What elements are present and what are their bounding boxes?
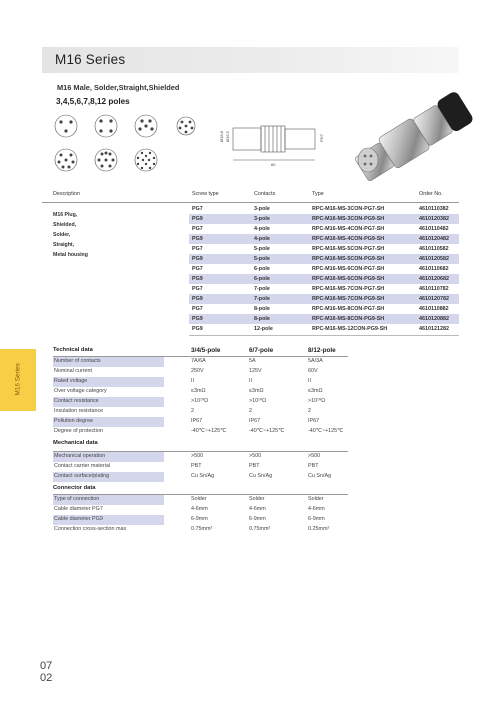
table-cell-order: 4610110582: [419, 245, 449, 252]
dim-length: 60: [271, 162, 276, 167]
table-cell-order: 4610110682: [419, 265, 449, 272]
spec-value: >500: [191, 453, 204, 459]
table-row: [189, 224, 459, 234]
spec-value: Solder: [308, 496, 324, 502]
spec-row: [53, 525, 348, 535]
table-cell-type: RPC-M16-MS-4CON-PG7-SH: [312, 225, 385, 232]
spec-value: 250V: [191, 368, 204, 374]
table-cell-order: 4610110482: [419, 225, 449, 232]
product-subtitle: M16 Male, Solder,Straight,Shielded: [57, 83, 180, 92]
description-line: Metal housing: [53, 252, 88, 258]
spec-value: 6-9mm: [249, 516, 266, 522]
spec-row: [53, 515, 348, 525]
table-cell-order: 4610110382: [419, 205, 449, 212]
table-cell-order: 4610120682: [419, 275, 449, 282]
spec-value: 60V: [308, 368, 318, 374]
table-cell-type: RPC-M16-MS-5CON-PG7-SH: [312, 245, 385, 252]
col-screw-type: Screw type: [192, 191, 219, 197]
table-cell-order: 4610120582: [419, 255, 449, 262]
table-cell-screw: PG9: [192, 235, 203, 242]
table-cell-screw: PG9: [192, 215, 203, 222]
description-line: Straight,: [53, 242, 75, 248]
spec-label: Type of connection: [53, 495, 164, 505]
table-row: [189, 324, 459, 334]
table-cell-type: RPC-M16-MS-12CON-PG9-SH: [312, 325, 388, 332]
page-number: [40, 660, 52, 684]
spec-value: >10¹⁰Ω: [308, 398, 326, 404]
spec-label: Contact resistance: [53, 397, 164, 407]
table-cell-contacts: 6-pole: [254, 275, 270, 282]
spec-value: 4-6mm: [308, 506, 325, 512]
table-row: [189, 214, 459, 224]
table-cell-contacts: 8-pole: [254, 305, 270, 312]
spec-value: ≤3mΩ: [191, 388, 206, 394]
spec-value: 5A/3A: [308, 358, 323, 364]
table-cell-type: RPC-M16-MS-4CON-PG9-SH: [312, 235, 385, 242]
spec-label: Mechanical operation: [53, 452, 164, 462]
table-cell-order: 4610121282: [419, 325, 449, 332]
spec-value: IP67: [249, 418, 261, 424]
page-number-line: 02: [40, 672, 53, 684]
technical-section-title: Technical data: [53, 347, 93, 353]
spec-value: 6-9mm: [308, 516, 325, 522]
spec-row: [53, 495, 348, 505]
spec-value: 7A/6A: [191, 358, 206, 364]
spec-value: >500: [308, 453, 321, 459]
spec-value: ≤3mΩ: [308, 388, 323, 394]
spec-value: PBT: [308, 463, 319, 469]
spec-value: 2: [191, 408, 194, 414]
table-cell-type: RPC-M16-MS-7CON-PG9-SH: [312, 295, 385, 302]
description-line: Shielded,: [53, 222, 77, 228]
spec-value: II: [191, 378, 194, 384]
spec-row: [53, 452, 348, 462]
spec-value: PBT: [191, 463, 202, 469]
spec-label: Cable diameter PG9: [53, 515, 164, 525]
spec-value: >500: [249, 453, 262, 459]
table-cell-screw: PG9: [192, 255, 203, 262]
description-line: Solder,: [53, 232, 71, 238]
spec-value: 4-6mm: [249, 506, 266, 512]
table-cell-order: 4610120382: [419, 215, 449, 222]
spec-label: Pollution degree: [53, 417, 164, 427]
table-row: [189, 274, 459, 284]
table-cell-order: 4610110782: [419, 285, 449, 292]
table-cell-screw: PG7: [192, 265, 203, 272]
table-cell-type: RPC-M16-MS-3CON-PG9-SH: [312, 215, 385, 222]
spec-value: Cu Sn/Ag: [308, 473, 332, 479]
spec-row: [53, 407, 348, 417]
dim-d2: Ø16.5: [225, 131, 230, 142]
spec-value: II: [249, 378, 252, 384]
spec-value: >10¹⁰Ω: [249, 398, 267, 404]
spec-value: ≤3mΩ: [249, 388, 264, 394]
table-row: [189, 294, 459, 304]
spec-row: [53, 357, 348, 367]
table-cell-type: RPC-M16-MS-8CON-PG7-SH: [312, 305, 385, 312]
table-cell-contacts: 5-pole: [254, 245, 270, 252]
table-cell-order: 4610120782: [419, 295, 449, 302]
spec-col-header: 6/7-pole: [249, 347, 274, 354]
table-cell-order: 4610110882: [419, 305, 449, 312]
table-cell-type: RPC-M16-MS-3CON-PG7-SH: [312, 205, 385, 212]
table-row: [189, 264, 459, 274]
table-row: [189, 314, 459, 324]
table-cell-contacts: 6-pole: [254, 265, 270, 272]
table-cell-order: 4610120882: [419, 315, 449, 322]
spec-label: Cable diameter PG7: [54, 506, 103, 512]
spec-label: Insulation resistance: [54, 408, 104, 414]
spec-row: [53, 505, 348, 515]
spec-value: -40℃~+125℃: [249, 428, 285, 434]
table-cell-screw: PG7: [192, 305, 203, 312]
table-cell-type: RPC-M16-MS-7CON-PG7-SH: [312, 285, 385, 292]
spec-value: Cu Sn/Ag: [249, 473, 273, 479]
table-cell-contacts: 8-pole: [254, 315, 270, 322]
table-cell-screw: PG9: [192, 315, 203, 322]
spec-label: Nominal current: [54, 368, 93, 374]
spec-value: 125V: [249, 368, 262, 374]
spec-row: [53, 387, 348, 397]
product-description: [53, 210, 133, 260]
spec-value: Solder: [191, 496, 207, 502]
spec-label: Number of contacts: [53, 357, 164, 367]
table-cell-contacts: 3-pole: [254, 215, 270, 222]
spec-value: Solder: [249, 496, 265, 502]
spec-value: Cu Sn/Ag: [191, 473, 215, 479]
table-cell-contacts: 3-pole: [254, 205, 270, 212]
spec-value: 0.75mm²: [191, 526, 213, 532]
table-cell-contacts: 7-pole: [254, 295, 270, 302]
spec-label: Degree of protection: [54, 428, 103, 434]
spec-value: PBT: [249, 463, 260, 469]
table-cell-type: RPC-M16-MS-6CON-PG9-SH: [312, 275, 385, 282]
table-cell-contacts: 12-pole: [254, 325, 273, 332]
dim-d1: Ø18.8: [219, 131, 224, 142]
table-cell-type: RPC-M16-MS-8CON-PG9-SH: [312, 315, 385, 322]
spec-value: 2: [249, 408, 252, 414]
spec-value: -40℃~+125℃: [191, 428, 227, 434]
table-cell-type: RPC-M16-MS-5CON-PG9-SH: [312, 255, 385, 262]
table-cell-type: RPC-M16-MS-6CON-PG7-SH: [312, 265, 385, 272]
spec-label: Contact carrier material: [54, 463, 111, 469]
technical-drawing: [213, 118, 338, 168]
table-row: [189, 244, 459, 254]
spec-value: 5A: [249, 358, 256, 364]
table-row: [189, 204, 459, 214]
table-cell-screw: PG9: [192, 325, 203, 332]
spec-value: 6-9mm: [191, 516, 208, 522]
spec-value: 2: [308, 408, 311, 414]
table-row: [189, 304, 459, 314]
table-cell-contacts: 7-pole: [254, 285, 270, 292]
side-tab-label: M16 Series: [14, 363, 22, 396]
page-number-line: 07: [40, 660, 53, 672]
table-cell-screw: PG7: [192, 285, 203, 292]
spec-label: Rated voltage: [53, 377, 164, 387]
spec-row: [53, 462, 348, 472]
table-cell-screw: PG7: [192, 205, 203, 212]
table-cell-screw: PG9: [192, 275, 203, 282]
spec-value: -40℃~+125℃: [308, 428, 344, 434]
spec-col-header: 8/12-pole: [308, 347, 336, 354]
spec-row: [53, 367, 348, 377]
spec-value: 4-6mm: [191, 506, 208, 512]
page-title: M16 Series: [55, 52, 126, 67]
spec-row: [53, 377, 348, 387]
col-order-no: Order No.: [419, 191, 443, 197]
table-cell-contacts: 5-pole: [254, 255, 270, 262]
spec-row: [53, 417, 348, 427]
table-cell-contacts: 4-pole: [254, 225, 270, 232]
connector-section-title: Connector data: [53, 485, 96, 491]
table-cell-screw: PG7: [192, 245, 203, 252]
connector-photo: [346, 88, 486, 184]
spec-row: [53, 427, 348, 437]
col-description: Description: [53, 191, 80, 197]
spec-value: II: [308, 378, 311, 384]
col-contacts: Contacts: [254, 191, 276, 197]
table-cell-order: 4610120482: [419, 235, 449, 242]
spec-value: IP67: [191, 418, 203, 424]
table-row: [189, 234, 459, 244]
spec-col-header: 3/4/5-pole: [191, 347, 221, 354]
poles-title: 3,4,5,6,7,8,12 poles: [56, 97, 130, 106]
spec-label: Over voltage category: [54, 388, 107, 394]
spec-row: [53, 397, 348, 407]
table-cell-screw: PG7: [192, 225, 203, 232]
dim-d3: PG7: [319, 133, 324, 142]
table-cell-screw: PG9: [192, 295, 203, 302]
mechanical-section-title: Mechanical data: [53, 440, 98, 446]
spec-label: Contact surface/plating: [53, 472, 164, 482]
table-cell-contacts: 4-pole: [254, 235, 270, 242]
spec-value: >10¹⁰Ω: [191, 398, 209, 404]
spec-row: [53, 472, 348, 482]
col-type: Type: [312, 191, 324, 197]
order-table-header: [42, 190, 459, 203]
spec-value: 0.75mm²: [249, 526, 271, 532]
table-row: [189, 254, 459, 264]
spec-value: 0.25mm²: [308, 526, 330, 532]
spec-value: IP67: [308, 418, 320, 424]
spec-label: Connection cross-section max: [54, 526, 127, 532]
description-line: M16 Plug,: [53, 212, 78, 218]
table-row: [189, 284, 459, 294]
table-bottom-rule: [189, 335, 459, 336]
pin-layout-diagrams: [46, 110, 196, 176]
